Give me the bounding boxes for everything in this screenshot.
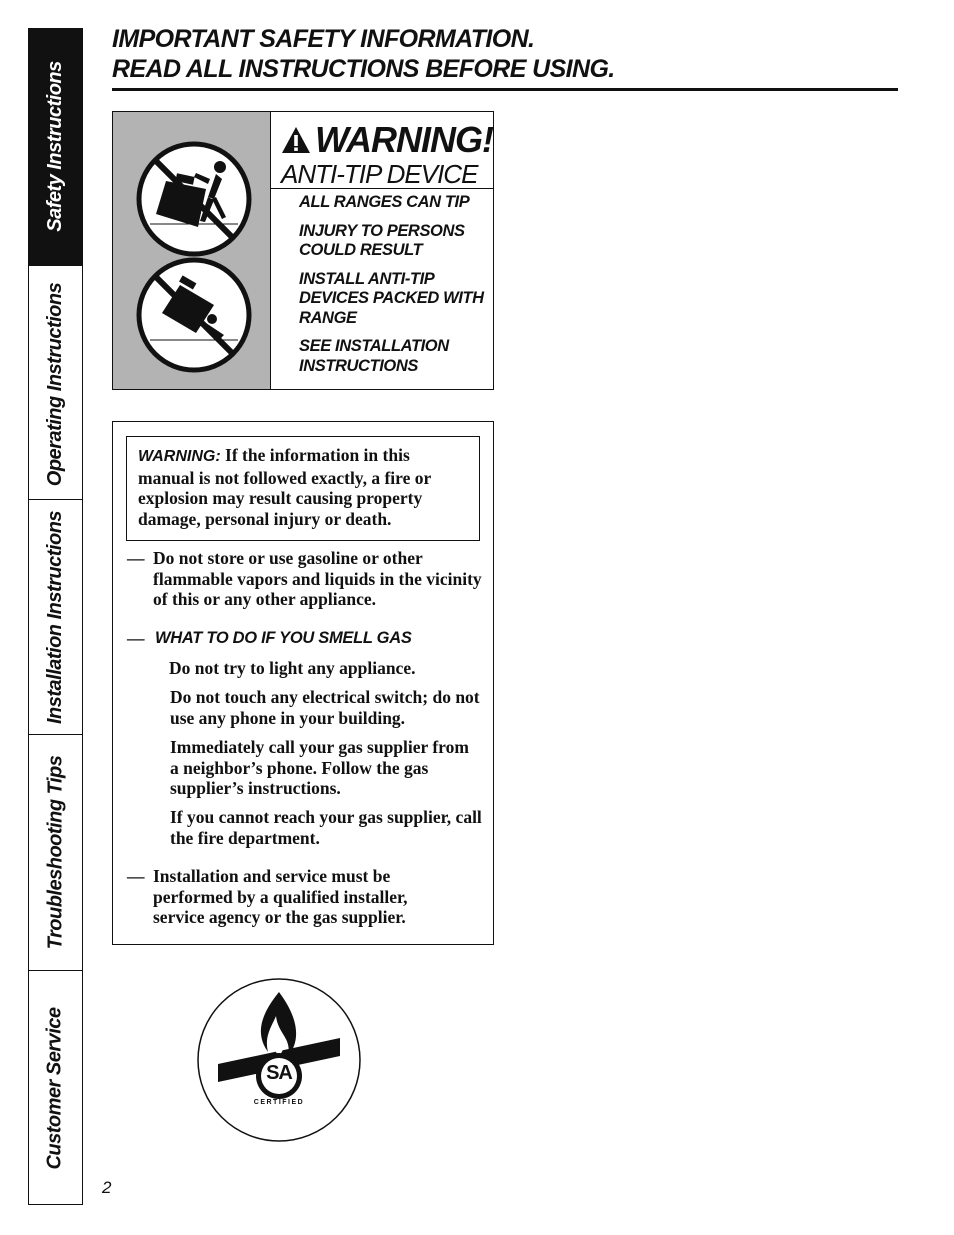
tab-customer-service[interactable] [29, 970, 82, 1205]
flame-certification-icon [196, 976, 362, 1144]
smell-step: If you cannot reach your gas supplier, call the fire department. [170, 807, 482, 848]
anti-tip-item: INJURY TO PERSONS COULD RESULT [299, 221, 465, 259]
certification-seal [196, 976, 362, 1144]
bullet-dash: — [127, 628, 145, 648]
page-number: 2 [102, 1178, 112, 1197]
smell-step: Do not touch any electrical switch; do not use any phone in your building. [170, 687, 480, 728]
side-tab-strip [28, 28, 83, 1205]
anti-tip-list [271, 189, 493, 376]
gas-warning-callout [126, 436, 480, 541]
bullet-dash: — [127, 866, 145, 886]
header-line-2: READ ALL INSTRUCTIONS BEFORE USING. [112, 55, 615, 83]
warning-title: WARNING! [315, 119, 493, 160]
warning-triangle-icon [281, 125, 311, 155]
tab-label: Installation Instructions [44, 510, 67, 724]
anti-tip-text-panel [271, 112, 493, 389]
anti-tip-warning-box [112, 111, 494, 390]
page-header [112, 24, 898, 91]
bullet-text: Do not store or use gasoline or other flammable vapors and liquids in the vicinity of this or any other appliance. [153, 548, 482, 609]
warning-subtitle: ANTI-TIP DEVICE [281, 159, 478, 189]
tab-label: Customer Service [44, 1006, 67, 1170]
warning-lead: WARNING: [138, 448, 221, 465]
tab-label: Operating Instructions [44, 282, 66, 486]
anti-tip-item: SEE INSTALLATION INSTRUCTIONS [299, 337, 449, 375]
tab-safety-instructions[interactable] [29, 28, 82, 265]
child-climbing-range-prohibited-icon [134, 139, 254, 259]
tab-installation-instructions[interactable] [29, 499, 82, 734]
anti-tip-pictograms [113, 112, 271, 389]
tab-label: Safety Instructions [44, 61, 67, 232]
warning-text: If the information in this manual is not followed exactly, a fire or explosion may result causing property damage, personal injury or death. [138, 445, 431, 529]
certification-mark: SA [266, 1062, 292, 1084]
range-tipping-over-child-prohibited-icon [134, 255, 254, 375]
tab-label: Troubleshooting Tips [44, 755, 67, 950]
bullet-dash: — [127, 548, 145, 568]
gas-warning-box [112, 421, 494, 945]
anti-tip-item: INSTALL ANTI-TIP DEVICES PACKED WITH RANGE [299, 269, 484, 327]
smell-gas-heading: WHAT TO DO IF YOU SMELL GAS [155, 629, 412, 647]
smell-step: Do not try to light any appliance. [169, 658, 416, 678]
bullet-text: Installation and service must be performed by a qualified installer, service agency or the gas supplier. [153, 866, 408, 927]
smell-step: Immediately call your gas supplier from a neighbor’s phone. Follow the gas supplier’s instructions. [170, 737, 469, 798]
certification-label: CERTIFIED [253, 1099, 305, 1106]
warning-heading [271, 112, 493, 189]
anti-tip-item: ALL RANGES CAN TIP [299, 193, 470, 211]
header-line-1: IMPORTANT SAFETY INFORMATION. [112, 25, 535, 53]
tab-operating-instructions[interactable] [29, 265, 82, 502]
tab-troubleshooting-tips[interactable] [29, 734, 82, 970]
